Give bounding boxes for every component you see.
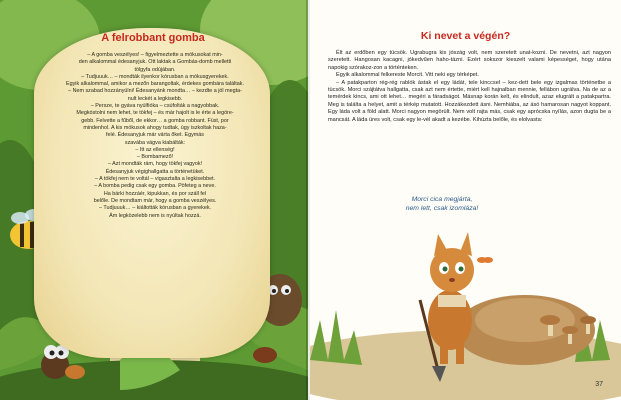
story-line: – Persze, te gyáva nyúlfióka – csúfolták a nagyobbak. bbox=[90, 103, 220, 110]
story-line: szavába vágva kiabálták: bbox=[124, 139, 186, 146]
story-line: felé. Édesanyjuk már várta őket. Egymás bbox=[106, 132, 204, 139]
story-paragraph: Élt az erdőben egy tücsök. Ugrabugra kis jószág volt, nem szeretett unat-kozni. De nevetni, azt nagyon szeretett. Hangosan kacagni, jókedvűen haho-tázni. Ezért sokszor kieszelt valami képességet, hogy utána napokig szórakoz-zon a történteken. bbox=[328, 50, 611, 71]
story-line: Ám legközelebb nem is nyúltak hozzá. bbox=[109, 212, 201, 219]
story-line: Megkóstolni nem lehet, te tökfej – és már hajolt is le érte a legöre- bbox=[76, 110, 234, 117]
story-line: Egyik alkalommal, amikor a mezőn barangoltak, érdekes gombára találtak. bbox=[66, 81, 244, 88]
speech-text bbox=[382, 196, 502, 213]
story-line: mindenhol. A kis mókusok ahogy tudtak, úgy iszkoltak haza- bbox=[83, 124, 227, 131]
story-line: – Tudjuuuk… – kiáltották kórusban a gyerekek. bbox=[98, 205, 212, 212]
story-line: – Itt az ellenség! bbox=[135, 146, 175, 153]
story-line: den alkalommal édesanyjuk. Ott laktak a Gombás-domb melletti bbox=[78, 59, 232, 66]
story-line: – Bombamező! bbox=[136, 154, 174, 161]
story-line: – Nem szabad hozzányúlni! Édesanyánk mondta… – kezdte a jól megta- bbox=[68, 88, 242, 95]
story-title: Ki nevet a végén? bbox=[420, 30, 511, 42]
left-page bbox=[0, 0, 308, 400]
right-page bbox=[310, 0, 621, 400]
story-line: – A bomba pedig csak egy gomba. Pöfeteg a neve. bbox=[94, 183, 216, 190]
butterfly bbox=[477, 257, 493, 263]
story-text bbox=[328, 50, 611, 124]
story-line: – Tudjuuuk… – mondták ilyenkor kórusban a mókusgyerekek. bbox=[81, 73, 229, 80]
story-line: tölgyfa odújában. bbox=[134, 66, 176, 73]
story-line: gebb. Felvette a fűből, de ekkor… a gomba robbant. Füst, por bbox=[81, 117, 229, 124]
speech-line: Morci cica megjárta, bbox=[411, 196, 473, 203]
story-paragraph: Egyik alkalommal felkereste Morcit. Vitt neki egy térképet. bbox=[336, 72, 479, 79]
story-text bbox=[44, 52, 266, 220]
story-line: – Azt mondták rám, hogy tökfej vagyok! bbox=[107, 161, 203, 168]
beetle-character bbox=[253, 347, 277, 363]
story-line: – A gomba veszélyes! – figyelmeztette a mókusokat min- bbox=[87, 52, 223, 58]
story-line: – A tökfej nem te voltál – vigasztalta a legkisebbet. bbox=[94, 176, 216, 183]
story-line: Édesanyjuk végighallgatta a történetüket. bbox=[105, 168, 205, 175]
speech-line: nem lett, csak izomláza! bbox=[405, 204, 479, 212]
story-title: A felrobbant gomba bbox=[101, 32, 205, 44]
story-paragraph: – A patakparton rég-rég rablók ástak el egy ládát, tele kinccsel – kez-dett bele egy izgalmas történetbe a tücsök. Morci szájtátva hallgatta, csak azt nem értette, miért kell hajnalban mennie, fellábon ugrálva. Na de az a temérdek kincs, ami ott lehet… megéri a fáradságot. Másnap korán kelt, és elindult, azaz elugrált a patakpartra. Meg is találta a helyet, amit a térkép mutatott. Hozzákezdett ásni. Nemhiába, az ásó hamarosan nagyot koppant. Egy láda volt a föld alatt. Morci nagyon megörült. Nem volt rajta más, csak egy aprócska nyílás, azon dugta be a mancsát. A láda üres volt, csak egy le-vél akadt a kezébe. Kihúzta belőle, és elolvasta: bbox=[328, 79, 611, 123]
story-line: belőle. De mondtam már, hogy a gomba veszélyes. bbox=[93, 197, 217, 204]
page-number: 37 bbox=[595, 381, 603, 388]
story-line: Ha bárki hozzáér, kipukkan, és por száll fel bbox=[103, 190, 207, 197]
story-line: nult leckét a legkisebb. bbox=[127, 95, 183, 102]
